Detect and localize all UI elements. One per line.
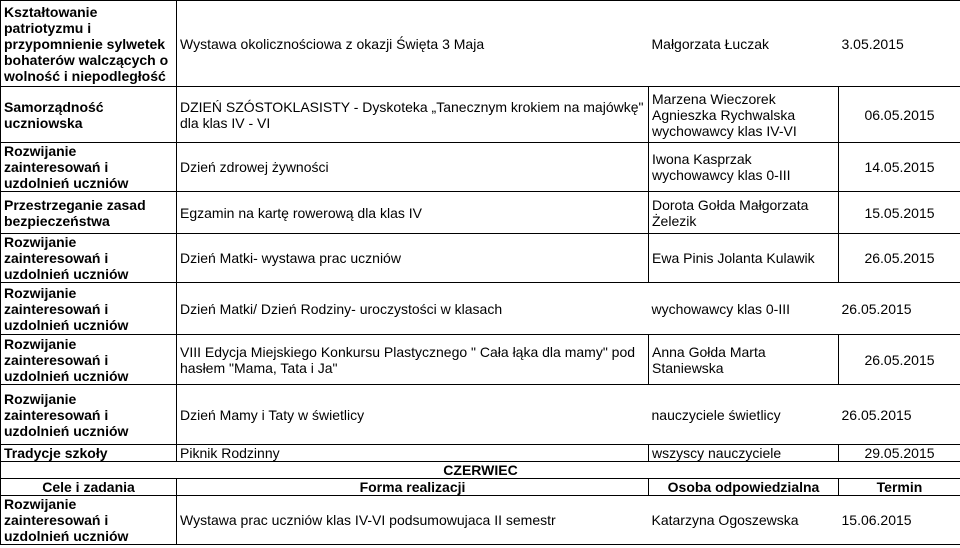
person-cell: Ewa Pinis Jolanta Kulawik: [649, 234, 839, 283]
form-cell: Dzień Matki/ Dzień Rodziny- uroczystości w klasach: [177, 283, 649, 335]
goal-cell: Rozwijanie zainteresowań i uzdolnień uczniów: [1, 385, 177, 445]
date-cell: 14.05.2015: [839, 143, 960, 192]
goal-cell: Rozwijanie zainteresowań i uzdolnień uczniów: [1, 143, 177, 192]
person-cell: Dorota Gołda Małgorzata Żelezik: [649, 192, 839, 234]
form-cell: Dzień zdrowej żywności: [177, 143, 649, 192]
table-row: [1, 87, 960, 143]
person-cell: Iwona Kasprzak wychowawcy klas 0-III: [649, 143, 839, 192]
form-cell: DZIEŃ SZÓSTOKLASISTY - Dyskoteka „Tanecznym krokiem na majówkę" dla klas IV - VI: [177, 87, 649, 143]
table-row: [1, 192, 960, 234]
table-row: [1, 1, 960, 87]
form-cell: Egzamin na kartę rowerową dla klas IV: [177, 192, 649, 234]
person-cell: Anna Gołda Marta Staniewska: [649, 335, 839, 385]
form-cell: Piknik Rodzinny: [177, 445, 649, 462]
table-row: [1, 445, 960, 462]
goal-cell: Rozwijanie zainteresowań i uzdolnień uczniów: [1, 496, 177, 545]
date-cell: 29.05.2015: [839, 445, 960, 462]
person-cell: wychowawcy klas 0-III: [649, 283, 839, 335]
form-cell: Dzień Mamy i Taty w świetlicy: [177, 385, 649, 445]
person-cell: nauczyciele świetlicy: [649, 385, 839, 445]
form-cell: Wystawa prac uczniów klas IV-VI podsumowujaca II semestr: [177, 496, 649, 545]
person-cell: Małgorzata Łuczak: [649, 1, 839, 87]
person-cell: Katarzyna Ogoszewska: [649, 496, 839, 545]
date-cell: 3.05.2015: [839, 1, 960, 87]
goal-cell: Przestrzeganie zasad bezpieczeństwa: [1, 192, 177, 234]
form-cell: VIII Edycja Miejskiego Konkursu Plastycznego " Cała łąka dla mamy" pod hasłem "Mama, Tata i Ja": [177, 335, 649, 385]
date-cell: 26.05.2015: [839, 385, 960, 445]
date-cell: 06.05.2015: [839, 87, 960, 143]
goal-cell: Tradycje szkoły: [1, 445, 177, 462]
person-cell: wszyscy nauczyciele: [649, 445, 839, 462]
date-cell: 15.06.2015: [839, 496, 960, 545]
date-cell: 26.05.2015: [839, 283, 960, 335]
header-form: Forma realizacji: [177, 479, 649, 496]
goal-cell: Kształtowanie patriotyzmu i przypomnienie sylwetek bohaterów walczących o wolność i niepodległość: [1, 1, 177, 87]
form-cell: Wystawa okolicznościowa z okazji Święta 3 Maja: [177, 1, 649, 87]
person-cell: Marzena Wieczorek Agnieszka Rychwalska wychowawcy klas IV-VI: [649, 87, 839, 143]
goal-cell: Rozwijanie zainteresowań i uzdolnień uczniów: [1, 335, 177, 385]
table-row: [1, 234, 960, 283]
date-cell: 26.05.2015: [839, 335, 960, 385]
table-row: [1, 385, 960, 445]
table-row: [1, 496, 960, 545]
goal-cell: Rozwijanie zainteresowań i uzdolnień uczniów: [1, 234, 177, 283]
month-heading: CZERWIEC: [1, 462, 960, 479]
goal-cell: Rozwijanie zainteresowań i uzdolnień uczniów: [1, 283, 177, 335]
form-cell: Dzień Matki- wystawa prac uczniów: [177, 234, 649, 283]
header-row: [1, 479, 960, 496]
header-goal: Cele i zadania: [1, 479, 177, 496]
month-row: [1, 462, 960, 479]
header-person: Osoba odpowiedzialna: [649, 479, 839, 496]
header-date: Termin: [839, 479, 960, 496]
date-cell: 15.05.2015: [839, 192, 960, 234]
goal-cell: Samorządność uczniowska: [1, 87, 177, 143]
table-row: [1, 143, 960, 192]
table-row: [1, 283, 960, 335]
date-cell: 26.05.2015: [839, 234, 960, 283]
table-row: [1, 335, 960, 385]
